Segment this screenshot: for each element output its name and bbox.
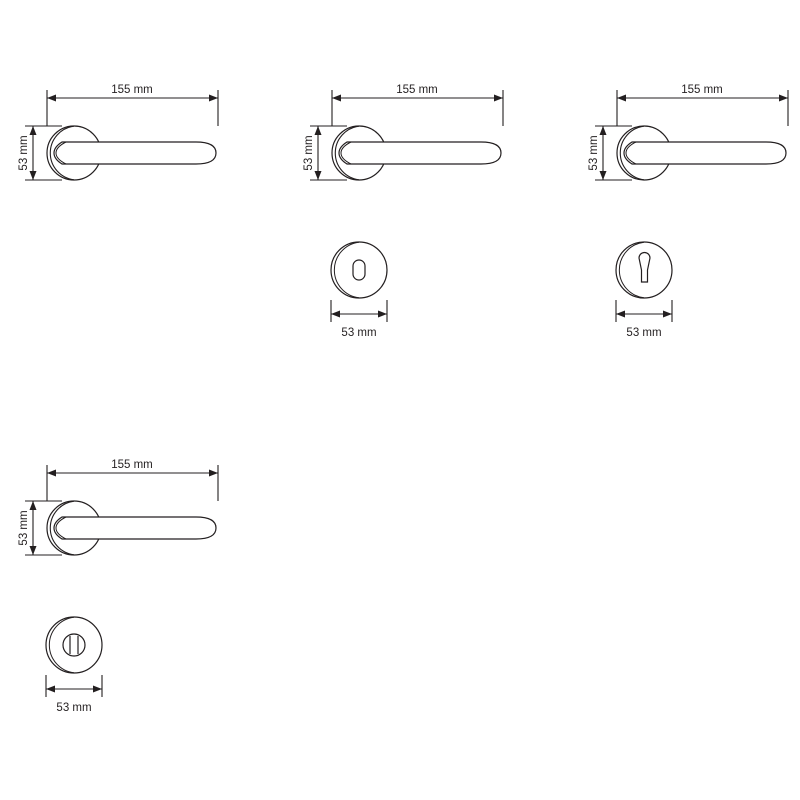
arrow-bottom [30, 171, 37, 180]
dim-label-width: 155 mm [111, 84, 153, 96]
arrow-right [93, 686, 102, 693]
arrow-top [30, 501, 37, 510]
dim-label-width: 155 mm [396, 84, 438, 96]
dim-label-height: 53 mm [18, 510, 30, 546]
arrow-right [494, 95, 503, 102]
dim-label-escutcheon-width: 53 mm [341, 327, 377, 339]
lever-body [624, 142, 786, 164]
arrow-left [46, 686, 55, 693]
dim-label-width: 155 mm [111, 459, 153, 471]
dim-label-escutcheon-width: 53 mm [626, 327, 662, 339]
handle-set-1-drawing [0, 70, 250, 210]
arrow-right [378, 311, 387, 318]
arrow-right [779, 95, 788, 102]
lever-body [339, 142, 501, 164]
arrow-bottom [600, 171, 607, 180]
handle-set-2-drawing [285, 70, 535, 360]
arrow-bottom [30, 546, 37, 555]
arrow-left [617, 95, 626, 102]
lever-body [54, 142, 216, 164]
dim-label-width: 155 mm [681, 84, 723, 96]
thumbturn-outer [63, 634, 85, 656]
arrow-left [332, 95, 341, 102]
dim-label-height: 53 mm [588, 135, 600, 171]
handle-set-1 [0, 70, 250, 210]
arrow-left [47, 470, 56, 477]
dim-label-height: 53 mm [18, 135, 30, 171]
arrow-top [30, 126, 37, 135]
arrow-left [47, 95, 56, 102]
handle-set-3-drawing [570, 70, 800, 360]
arrow-left [616, 311, 625, 318]
handle-set-4-drawing [0, 445, 250, 735]
keyhole-slot [353, 260, 365, 280]
arrow-left [331, 311, 340, 318]
handle-set-2 [285, 70, 535, 360]
arrow-right [209, 95, 218, 102]
arrow-top [600, 126, 607, 135]
dim-label-height: 53 mm [303, 135, 315, 171]
arrow-bottom [315, 171, 322, 180]
arrow-right [663, 311, 672, 318]
lever-body [54, 517, 216, 539]
handle-set-4 [0, 445, 250, 735]
arrow-top [315, 126, 322, 135]
handle-set-3 [570, 70, 800, 360]
dim-label-escutcheon-width: 53 mm [56, 702, 92, 714]
arrow-right [209, 470, 218, 477]
